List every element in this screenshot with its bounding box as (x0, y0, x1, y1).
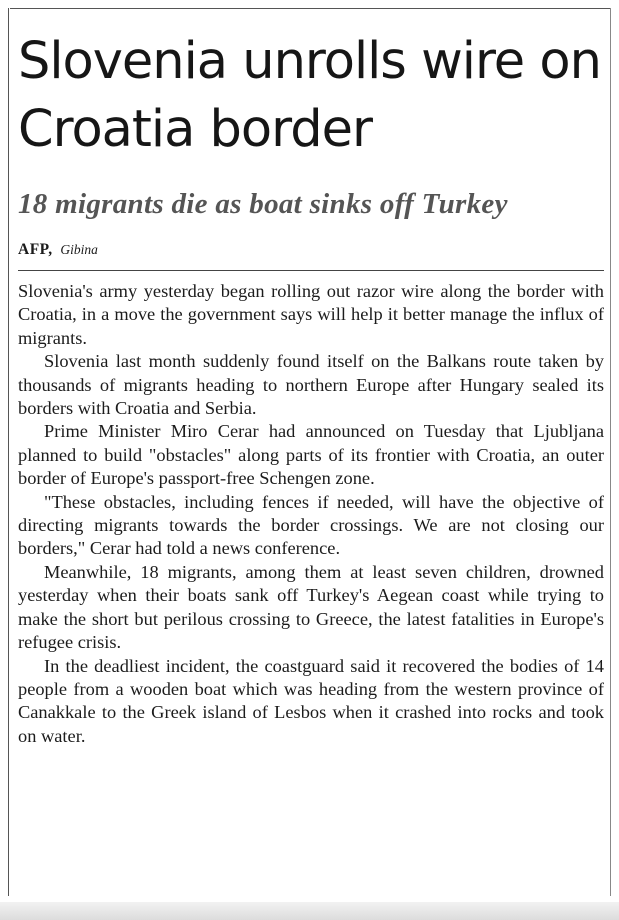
article-paragraph: "These obstacles, including fences if needed, will have the objective of directing migrants towards the border crossings. We are not closing our borders," Cerar had told a news conference. (18, 491, 604, 559)
page-edge-shadow (0, 902, 619, 920)
article-paragraph: Meanwhile, 18 migrants, among them at least seven children, drowned yesterday when their boats sank off Turkey's Aegean coast while trying to make the short but perilous crossing to Greece, the latest fatalities in Europe's refugee crisis. (18, 561, 604, 653)
article-paragraph: Slovenia's army yesterday began rolling out razor wire along the border with Croatia, in a move the government says will help it better manage the influx of migrants. (18, 281, 604, 348)
article-paragraph: Prime Minister Miro Cerar had announced on Tuesday that Ljubljana planned to build "obstacles" along parts of its frontier with Croatia, an outer border of Europe's passport-free Schengen zone. (18, 421, 604, 489)
byline-agency: AFP, (18, 241, 53, 258)
headline: Slovenia unrolls wire on Croatia border (18, 32, 601, 159)
frame-border-left (8, 8, 9, 896)
article-body (18, 280, 604, 748)
frame-border-right (610, 8, 611, 896)
frame-border-top (10, 8, 610, 9)
byline (18, 240, 98, 260)
subheadline: 18 migrants die as boat sinks off Turkey (18, 188, 508, 220)
byline-divider (18, 270, 604, 271)
byline-location: Gibina (60, 242, 98, 257)
article-paragraph: In the deadliest incident, the coastguard said it recovered the bodies of 14 people from a wooden boat which was heading from the western province of Canakkale to the Greek island of Lesbos when it crashed into rocks and took on water. (18, 655, 604, 746)
article-paragraph: Slovenia last month suddenly found itself on the Balkans route taken by thousands of migrants heading to northern Europe after Hungary sealed its borders with Croatia and Serbia. (18, 351, 604, 419)
